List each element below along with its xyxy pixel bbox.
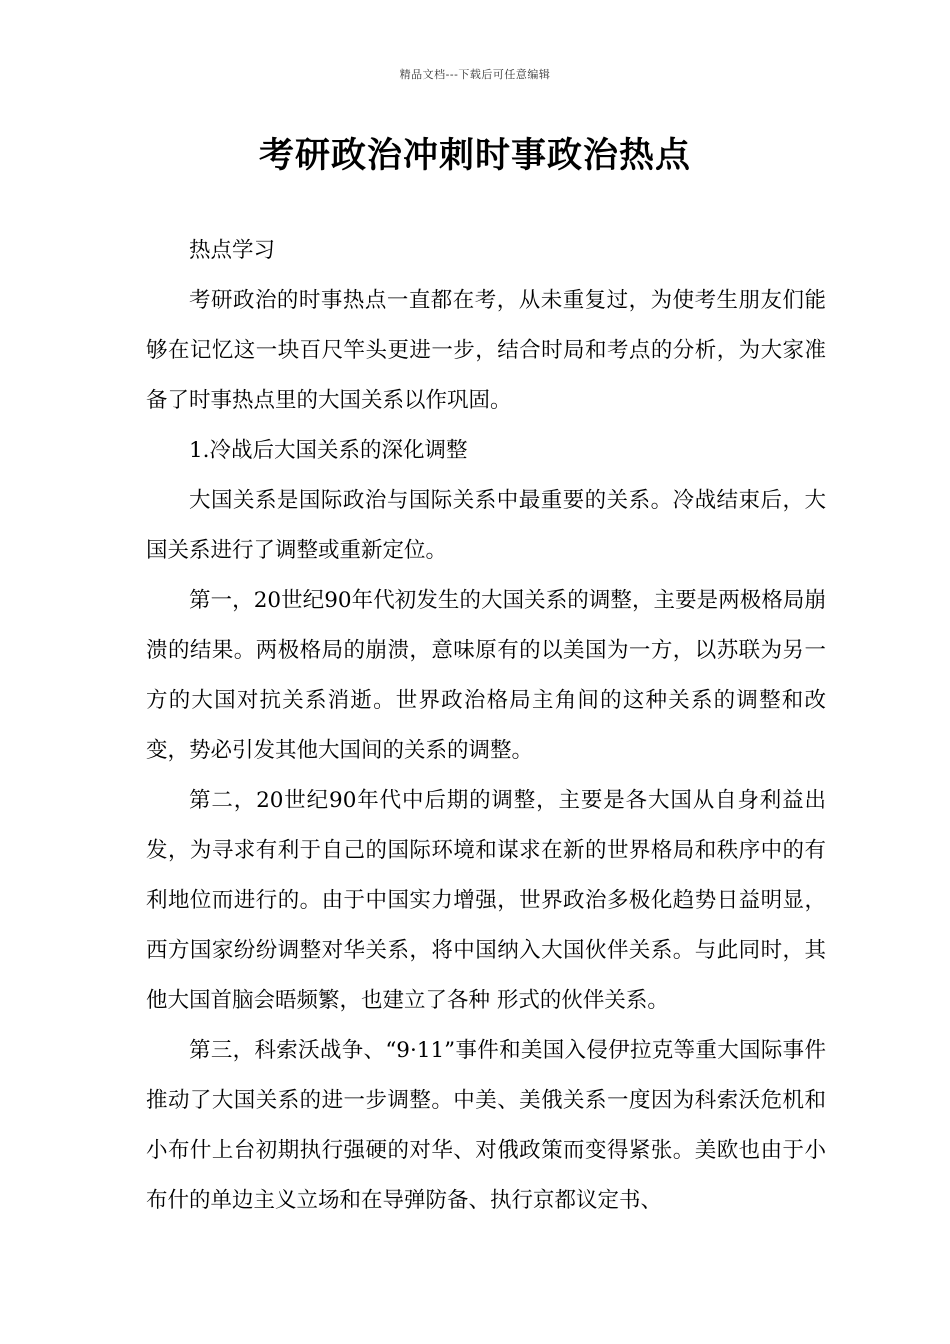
paragraph-third: 第三，科索沃战争、“9·11”事件和美国入侵伊拉克等重大国际事件推动了大国关系的进一步调整。中美、美俄关系一度因为科索沃危机和小布什上台初期执行强硬的对华、对俄政策而变得紧张。美欧也由于小布什的单边主义立场和在导弹防备、执行京都议定书、 [146, 1038, 826, 1213]
paragraph-second: 第二，20世纪90年代中后期的调整，主要是各大国从自身利益出发，为寻求有利于自己的国际环境和谋求在新的世界格局和秩序中的有利地位而进行的。由于中国实力增强，世界政治多极化趋势日益明显，西方国家纷纷调整对华关系，将中国纳入大国伙伴关系。与此同时，其他大国首脑会晤频繁，也建立了各种 形式的伙伴关系。 [146, 788, 826, 1013]
paragraph-major-powers: 大国关系是国际政治与国际关系中最重要的关系。冷战结束后，大国关系进行了调整或重新定位。 [146, 488, 826, 563]
paragraph-section-heading: 1.冷战后大国关系的深化调整 [189, 438, 468, 463]
document-body [146, 226, 826, 1226]
paragraph-intro: 考研政治的时事热点一直都在考，从未重复过，为使考生朋友们能够在记忆这一块百尺竿头更进一步，结合时局和考点的分析，为大家准备了时事热点里的大国关系以作巩固。 [146, 288, 826, 413]
document-title: 考研政治冲刺时事政治热点 [258, 135, 691, 176]
paragraph-hotspot-label: 热点学习 [189, 238, 276, 263]
paragraph-first: 第一，20世纪90年代初发生的大国关系的调整，主要是两极格局崩溃的结果。两极格局的崩溃，意味原有的以美国为一方，以苏联为另一方的大国对抗关系消逝。世界政治格局主角间的这种关系的调整和改变，势必引发其他大国间的关系的调整。 [146, 588, 826, 763]
header-note: 精品文档---下载后可任意编辑 [399, 68, 551, 81]
